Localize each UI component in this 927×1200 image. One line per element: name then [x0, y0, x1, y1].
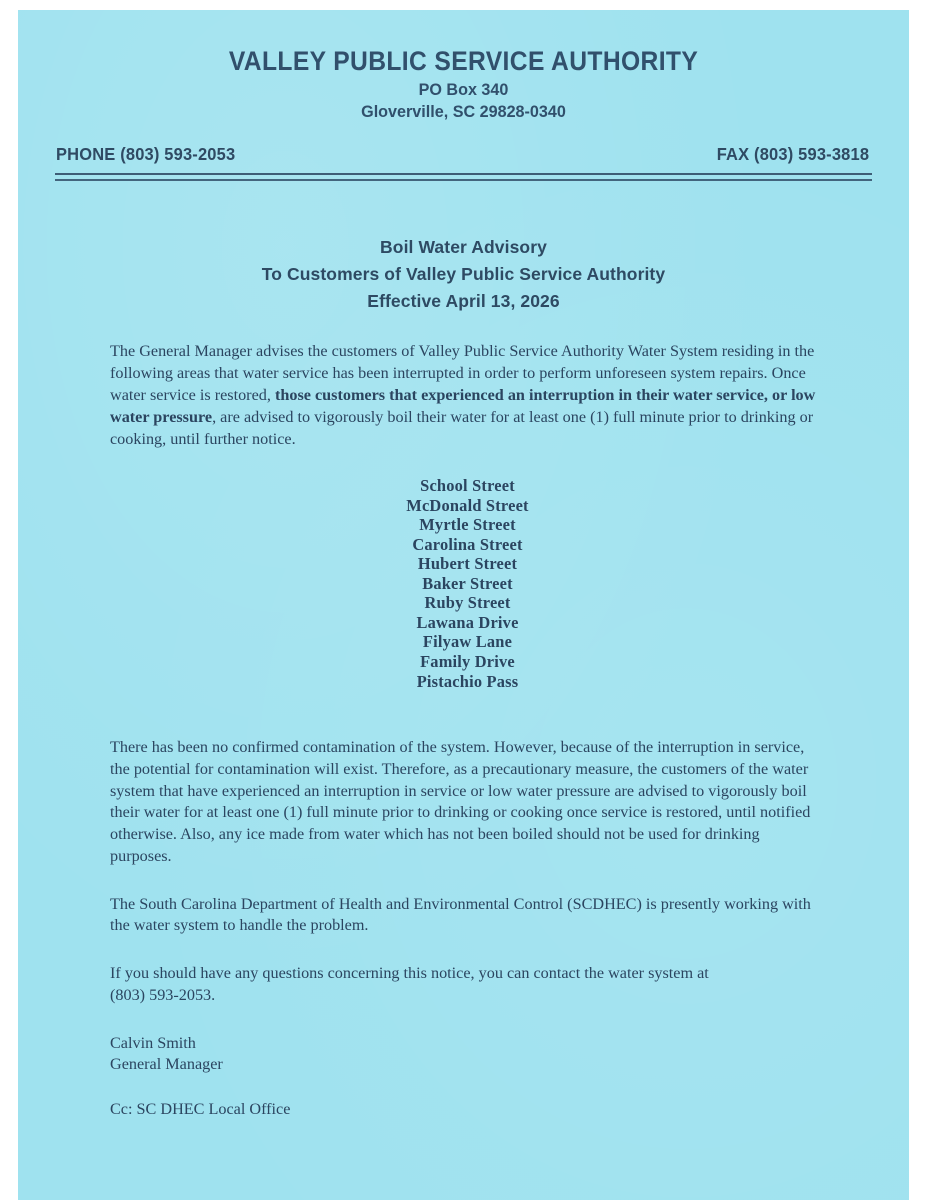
paragraph-4 — [110, 963, 825, 1007]
header-divider — [55, 173, 872, 182]
list-item: Ruby Street — [424, 593, 511, 613]
list-item: Pistachio Pass — [416, 671, 519, 691]
list-item: McDonald Street — [406, 495, 529, 515]
list-item: Filyaw Lane — [422, 632, 513, 652]
letterhead — [18, 10, 909, 124]
paragraph-4-line-2: (803) 593-2053. — [110, 986, 216, 1005]
notice-title-line-2: To Customers of Valley Public Service Authority — [261, 263, 666, 284]
paragraph-1-bold-emphasis: those customers that experienced an interruption in their water service, or low water pressure — [110, 386, 816, 426]
signer-name: Calvin Smith — [110, 1033, 196, 1052]
paragraph-1 — [110, 341, 825, 450]
signer-title: General Manager — [110, 1054, 223, 1073]
notice-title-block — [18, 234, 909, 316]
phone-number: PHONE (803) 593-2053 — [56, 143, 236, 164]
signature-block — [110, 1033, 825, 1075]
cc-line: Cc: SC DHEC Local Office — [110, 1099, 291, 1118]
scanned-notice-page — [18, 10, 909, 1200]
fax-number: FAX (803) 593-3818 — [716, 143, 869, 164]
affected-street-list — [110, 476, 825, 691]
paragraph-4-line-1: If you should have any questions concerning this notice, you can contact the water system at — [110, 964, 709, 983]
list-item: Lawana Drive — [416, 612, 519, 632]
city-state-zip-line: Gloverville, SC 29828-0340 — [361, 102, 566, 122]
notice-body — [18, 341, 909, 1120]
paragraph-3: The South Carolina Department of Health and Environmental Control (SCDHEC) is presently working with the water system to handle the problem. — [110, 894, 811, 935]
po-box-line: PO Box 340 — [418, 79, 509, 99]
paragraph-1-text-after-bold: , are advised to vigorously boil their water for at least one (1) full minute prior to drinking or cooking, until further notice. — [110, 407, 814, 448]
divider-rule-top — [55, 173, 872, 175]
notice-title-line-3: Effective April 13, 2026 — [367, 291, 560, 312]
organization-name: VALLEY PUBLIC SERVICE AUTHORITY — [228, 46, 699, 76]
list-item: School Street — [420, 476, 515, 496]
contact-row — [18, 144, 909, 165]
divider-rule-bottom — [55, 179, 872, 181]
paragraph-1-text-before-bold: The General Manager advises the customers of Valley Public Service Authority Water System residing in the following areas that water service has been interrupted in order to perform unforeseen system repairs. Once water service is restored, — [110, 342, 815, 404]
list-item: Myrtle Street — [419, 515, 516, 535]
list-item: Family Drive — [420, 651, 515, 671]
list-item: Carolina Street — [412, 534, 523, 554]
list-item: Baker Street — [422, 573, 513, 593]
paragraph-2: There has been no confirmed contamination of the system. However, because of the interruption in service, the potential for contamination will exist. Therefore, as a precautionary measure, the customers of the water system that have experienced an interruption in service or low water pressure are advised to vigorously boil their water for at least one (1) full minute prior to drinking or cooking once service is restored, until notified otherwise. Also, any ice made from water which has not been boiled should not be used for drinking purposes. — [110, 738, 811, 865]
notice-title-line-1: Boil Water Advisory — [380, 236, 547, 257]
list-item: Hubert Street — [417, 554, 518, 574]
